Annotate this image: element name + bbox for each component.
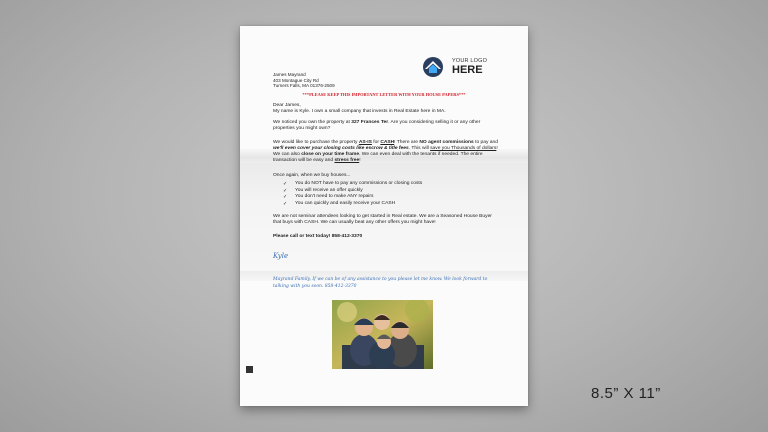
cash-text: CASH [380,140,395,145]
list-item [283,181,499,187]
list-item-text: You can quickly and easily receive your CASH [295,201,396,207]
address-line: Turners Falls, MA 01376-2509 [273,83,335,89]
text: ! There are [394,140,420,145]
list-item [283,188,499,194]
property-address: 327 Frances Ter [351,120,389,125]
text: to pay and [473,140,498,145]
offer-paragraph [273,140,499,164]
address-line: 403 Montague City Rd [273,77,319,83]
letter-sheet [240,26,528,406]
benefits-list [273,181,499,208]
logo-tagline: YOUR LOGO [452,58,488,64]
text: We would like to purchase the property [273,140,359,145]
logo [422,56,492,78]
seasoned-buyer-paragraph: We are not seminar attendees looking to get started in Real estate. We are a Seasoned House Buyer that buys with CASH. We can usually beat any other offers you might have! [273,214,492,225]
paper-size-label: 8.5” X 11” [591,385,661,402]
check-icon: ✓ [283,187,288,194]
list-item [283,201,499,207]
greeting-paragraph [273,103,499,115]
qr-code-icon [246,366,253,373]
text: . We can even deal with the tenants if needed. The entire transaction will be easy and [273,152,483,163]
text: for [371,140,381,145]
as-is-text: AS-IS [358,140,372,145]
text: . This will [408,146,431,151]
text: . Are you considering selling it or any other properties you might own? [273,120,481,131]
list-item [283,194,499,200]
stress-free-text: stress free [334,158,360,163]
once-again-text: Once again, when we buy houses... [273,173,351,178]
check-icon: ✓ [283,181,288,187]
address-line: James Mayrand [273,72,306,77]
text: We noticed you own the property at [273,120,352,125]
handwritten-note: Mayrand Family, If we can be of any assistance to you please let me know. We look forward to talking with you soon. 858-412-3370 [273,277,488,289]
logo-title: HERE [452,64,483,76]
property-paragraph [273,120,499,132]
check-icon: ✓ [283,201,288,208]
list-item-text: You will receive an offer quickly [295,187,363,193]
greeting: Dear James, [273,103,301,108]
call-to-action: Please call or text today! 858-412-3370 [273,234,363,239]
closing-costs-text: we'll even cover your closing costs like escrow & title fees [273,146,409,151]
text: ! [359,158,361,163]
timeframe-text: close on your time frame [301,152,360,157]
list-item-text: You do NOT have to pay any commissions or closing costs [295,181,423,186]
family-photo [332,300,433,369]
house-logo-icon [422,56,450,78]
intro-text: My name is Kyle. I own a small company that invests in Real Estate here in MA. [273,109,446,114]
family-photo-image [332,300,433,369]
keep-notice: ***PLEASE KEEP THIS IMPORTANT LETTER WITH YOUR HOUSE PAPERS*** [302,92,466,97]
text: ! We can also [273,146,498,157]
check-icon: ✓ [283,194,288,201]
no-agent-text: NO agent commissions [419,140,474,145]
list-item-text: You don't need to make ANY repairs [295,194,374,200]
save-text: save you Thousands of dollars [430,146,497,151]
recipient-address [273,72,335,89]
signature: Kyle [273,252,289,260]
